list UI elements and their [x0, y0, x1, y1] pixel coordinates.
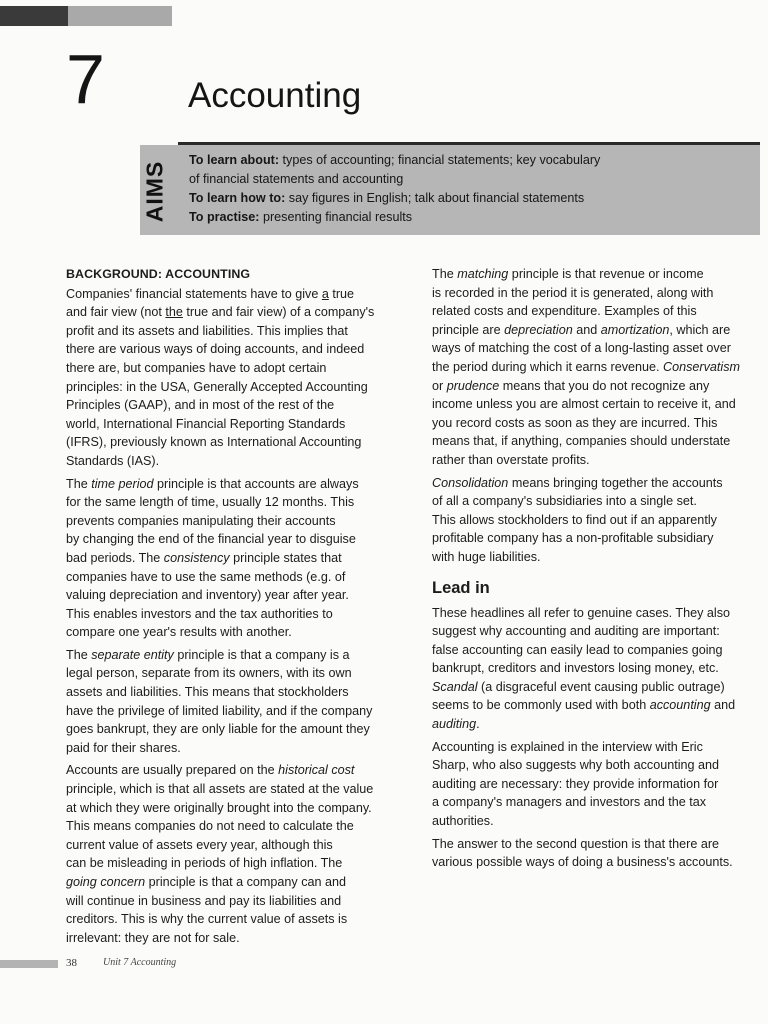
right-paragraph-3: These headlines all refer to genuine cases. They also suggest why accounting and auditing are important: false accounting can easily lead to companies going bankrupt, creditors and investors losing money, etc. Scandal (a disgraceful event causing public outrage) seems to be commonly used with both accounting and auditing.	[432, 605, 736, 732]
background-heading: BACKGROUND: ACCOUNTING	[66, 267, 251, 281]
footer-unit-label: Unit 7 Accounting	[103, 957, 177, 968]
unit-number: 7	[66, 40, 105, 118]
aims-label: AIMS	[141, 160, 168, 222]
aims-learn-about-cont: of financial statements and accounting	[189, 172, 404, 186]
left-column	[66, 265, 416, 951]
aims-learn-how: To learn how to: say figures in English; talk about financial statements	[189, 191, 585, 205]
header-bar-dark	[0, 6, 68, 26]
footer-bar	[0, 960, 58, 968]
left-paragraph-3: The separate entity principle is that a company is a legal person, separate from its owners, with its own assets and liabilities. This means that stockholders have the privilege of limited liability, and if the company goes bankrupt, they are only liable for the amount they paid for their shares.	[66, 647, 373, 755]
right-paragraph-2: Consolidation means bringing together the accounts of all a company's subsidiaries into a single set. This allows stockholders to find out if an apparently profitable company has a non-profitable subsidiary with huge liabilities.	[432, 475, 723, 564]
right-column	[432, 265, 768, 876]
aims-learn-about: To learn about: types of accounting; financial statements; key vocabulary	[189, 153, 601, 167]
aims-practise: To practise: presenting financial results	[189, 210, 413, 224]
left-paragraph-4: Accounts are usually prepared on the historical cost principle, which is that all assets are stated at the value at which they were originally brought into the company. This means companies do not need to calculate the current value of assets every year, although this can be misleading in periods of high inflation. The going concern principle is that a company can and will continue in business and pay its liabilities and creditors. This is why the current value of assets is irrelevant: they are not for sale.	[66, 763, 374, 945]
left-paragraph-2: The time period principle is that accounts are always for the same length of time, usually 12 months. This prevents companies manipulating their accounts by changing the end of the financial year to disguise bad periods. The consistency principle states that companies have to use the same methods (e.g. of valuing depreciation and inventory) year after year. This enables investors and the tax authorities to compare one year's results with another.	[66, 476, 359, 640]
header-bar-grey	[68, 6, 172, 26]
page-number: 38	[66, 957, 77, 969]
right-paragraph-4: Accounting is explained in the interview with Eric Sharp, who also suggests why both accounting and auditing are necessary: they provide information for a company's managers and investors and the tax authorities.	[432, 739, 720, 829]
right-paragraph-1: The matching principle is that revenue or income is recorded in the period it is generated, along with related costs and expenditure. Examples of this principle are depreciation and amortization, which are ways of matching the cost of a long-lasting asset over the period during which it earns revenue. Conservatism or prudence means that you do not recognize any income unless you are almost certain to receive it, and you record costs as soon as they are incurred. This means that, if anything, companies should understate rather than overstate profits.	[432, 267, 741, 467]
unit-title: Accounting	[188, 76, 362, 115]
right-paragraph-5: The answer to the second question is that there are various possible ways of doing a business's accounts.	[432, 836, 733, 870]
lead-in-heading: Lead in	[432, 578, 490, 597]
aims-text	[189, 151, 755, 227]
aims-label-wrap	[138, 150, 172, 232]
left-paragraph-1: Companies' financial statements have to give a true and fair view (not the true and fair view) of a company's profit and its assets and liabilities. This implies that there are various ways of doing accounts, and indeed there are, but companies have to adopt certain principles: in the USA, Generally Accepted Accounting Principles (GAAP), and in most of the rest of the world, International Financial Reporting Standards (IFRS), previously known as International Accounting Standards (IAS).	[66, 286, 375, 468]
